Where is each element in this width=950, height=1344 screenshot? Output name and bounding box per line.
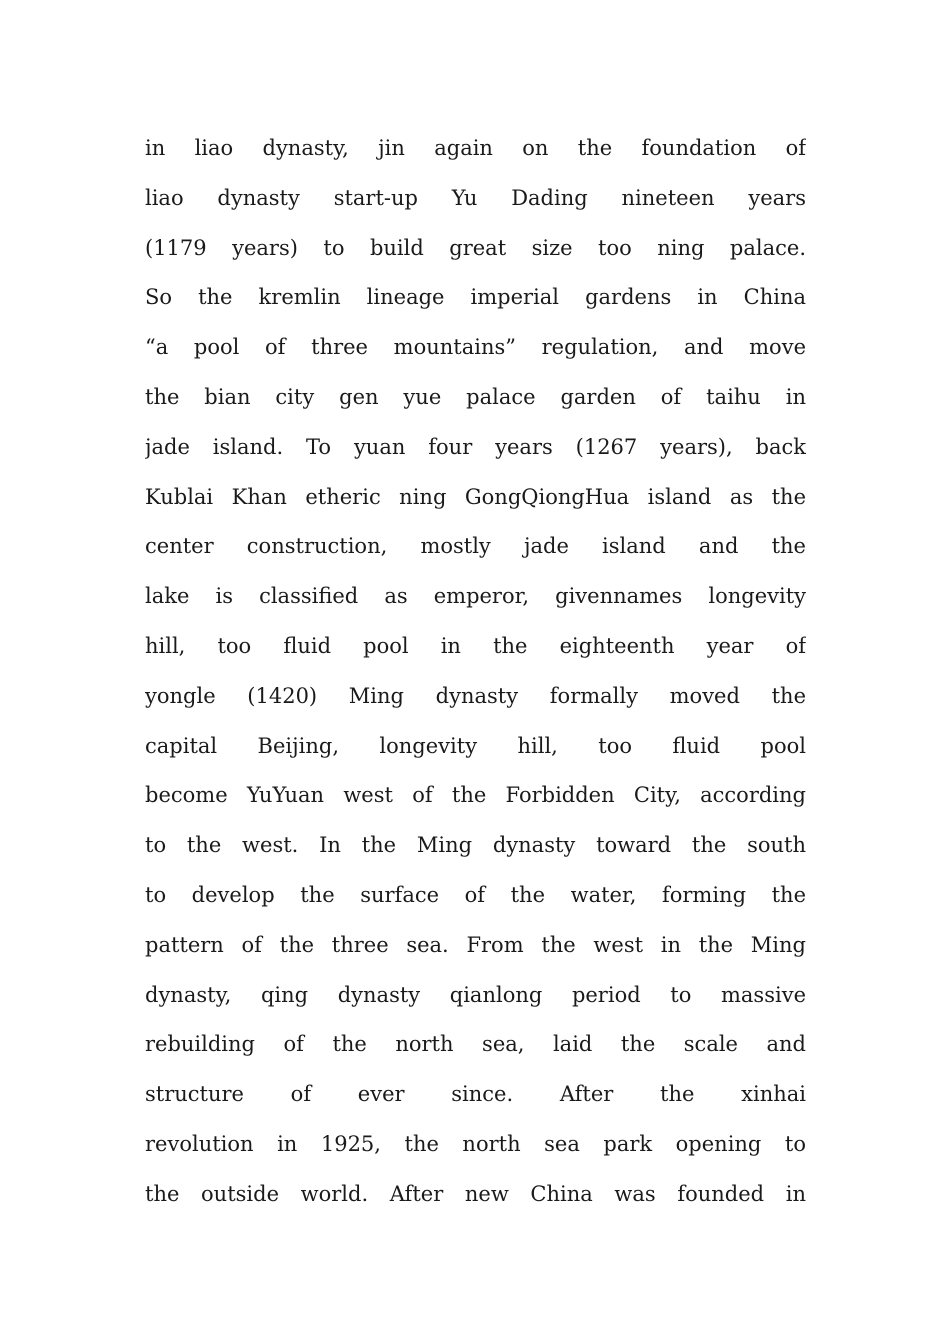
text-line: pattern of the three sea. From the west in the Ming xyxy=(145,932,806,957)
text-line: yongle (1420) Ming dynasty formally moved the xyxy=(145,683,806,708)
text-line: “a pool of three mountains” regulation, and move xyxy=(145,335,806,360)
text-line: lake is classified as emperor, givennames longevity xyxy=(145,584,806,609)
text-line: to the west. In the Ming dynasty toward the south xyxy=(145,833,806,858)
text-line: So the kremlin lineage imperial gardens in China xyxy=(145,285,806,310)
text-line: rebuilding of the north sea, laid the scale and xyxy=(145,1032,806,1057)
text-line: in liao dynasty, jin again on the foundation of xyxy=(145,136,806,160)
text-line: liao dynasty start-up Yu Dading nineteen years xyxy=(145,185,806,210)
text-line: Kublai Khan etheric ning GongQiongHua island as the xyxy=(145,484,806,509)
text-line: center construction, mostly jade island and the xyxy=(145,534,806,559)
text-line: dynasty, qing dynasty qianlong period to massive xyxy=(145,982,806,1007)
text-line: capital Beijing, longevity hill, too fluid pool xyxy=(145,733,806,758)
text-line: jade island. To yuan four years (1267 years), back xyxy=(145,434,806,459)
text-line: to develop the surface of the water, forming the xyxy=(145,882,806,907)
text-line: structure of ever since. After the xinhai xyxy=(145,1082,806,1107)
text-line: become YuYuan west of the Forbidden City, according xyxy=(145,783,806,808)
text-line: the outside world. After new China was founded in xyxy=(145,1181,806,1206)
body-text xyxy=(145,124,806,1220)
text-line: (1179 years) to build great size too ning palace. xyxy=(145,235,806,260)
text-line: revolution in 1925, the north sea park opening to xyxy=(145,1131,806,1156)
text-line: the bian city gen yue palace garden of taihu in xyxy=(145,384,806,409)
text-line: hill, too fluid pool in the eighteenth year of xyxy=(145,633,806,658)
